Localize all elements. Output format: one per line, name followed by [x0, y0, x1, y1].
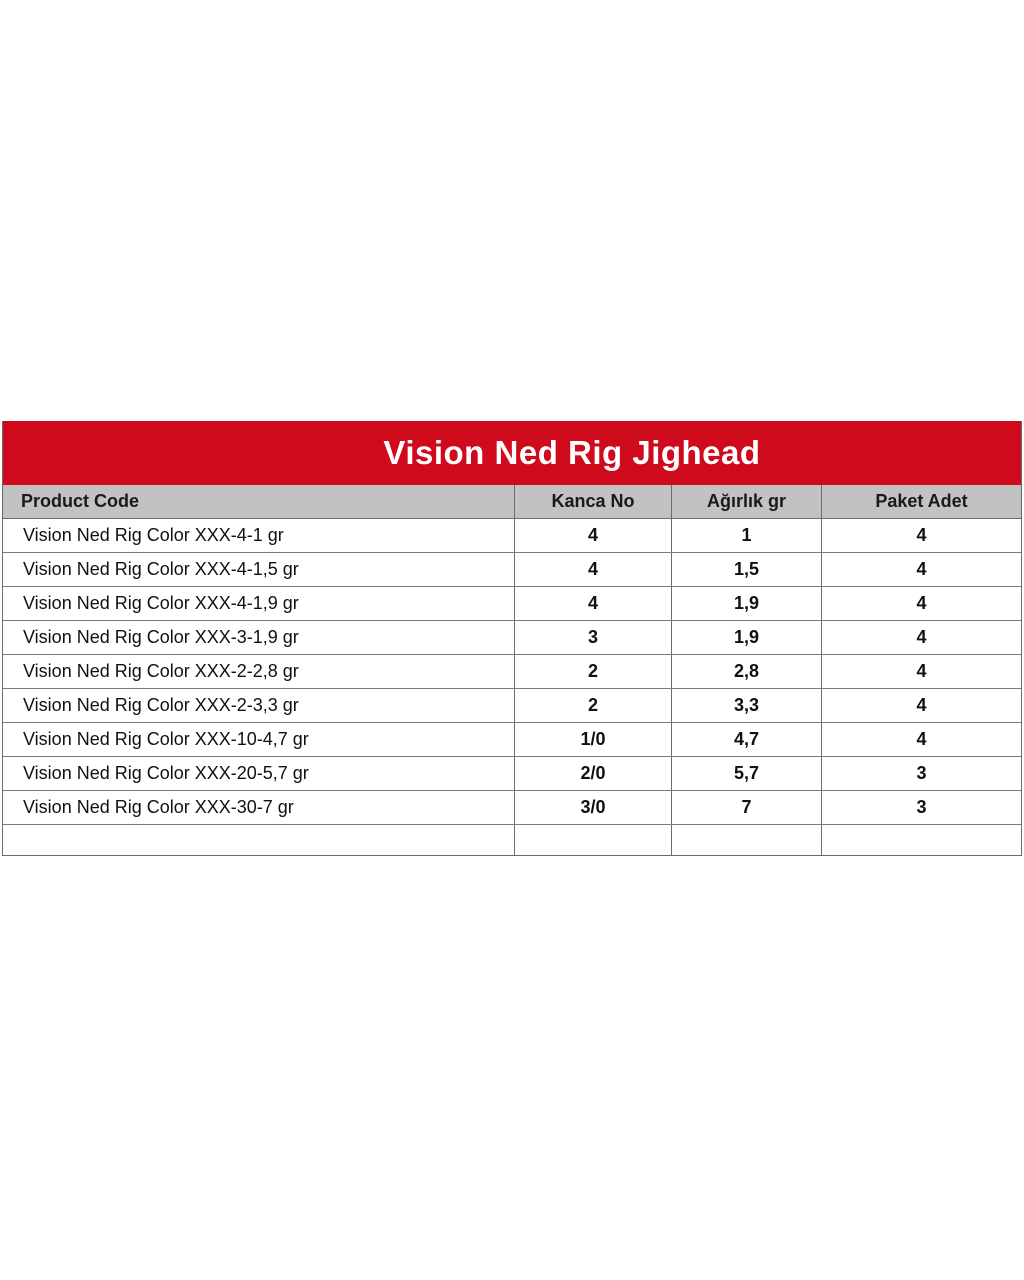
cell-product-code: Vision Ned Rig Color XXX-20-5,7 gr — [3, 757, 515, 790]
table-row — [3, 655, 1021, 689]
cell-kanca-no: 1/0 — [515, 723, 672, 756]
cell-product-code: Vision Ned Rig Color XXX-4-1,9 gr — [3, 587, 515, 620]
cell-agirlik — [672, 825, 822, 855]
header-product-code: Product Code — [3, 485, 515, 518]
table-title: Vision Ned Rig Jighead — [383, 434, 761, 471]
cell-paket-adet: 4 — [916, 729, 927, 749]
cell-product-code: Vision Ned Rig Color XXX-2-2,8 gr — [3, 655, 515, 688]
cell-kanca-no: 2/0 — [515, 757, 672, 790]
cell-kanca-no: 3/0 — [515, 791, 672, 824]
cell-agirlik: 1,9 — [672, 621, 822, 654]
cell-paket-adet: 3 — [916, 797, 927, 817]
table-title-bar — [3, 421, 1021, 485]
cell-agirlik: 7 — [672, 791, 822, 824]
cell-product-code: Vision Ned Rig Color XXX-30-7 gr — [3, 791, 515, 824]
header-kanca-no: Kanca No — [515, 485, 672, 518]
table-row — [3, 519, 1021, 553]
cell-product-code: Vision Ned Rig Color XXX-2-3,3 gr — [3, 689, 515, 722]
cell-paket-adet: 4 — [916, 661, 927, 681]
table-row — [3, 757, 1021, 791]
cell-kanca-no — [515, 825, 672, 855]
cell-agirlik: 5,7 — [672, 757, 822, 790]
cell-kanca-no: 2 — [515, 655, 672, 688]
cell-product-code: Vision Ned Rig Color XXX-4-1,5 gr — [3, 553, 515, 586]
product-spec-table — [2, 421, 1022, 856]
cell-paket-adet: 3 — [916, 763, 927, 783]
table-row — [3, 621, 1021, 655]
cell-agirlik: 3,3 — [672, 689, 822, 722]
header-agirlik: Ağırlık gr — [672, 485, 822, 518]
cell-agirlik: 1,9 — [672, 587, 822, 620]
cell-kanca-no: 4 — [515, 519, 672, 552]
cell-kanca-no: 4 — [515, 553, 672, 586]
table-row — [3, 723, 1021, 757]
cell-paket-adet: 4 — [916, 559, 927, 579]
cell-agirlik: 2,8 — [672, 655, 822, 688]
table-row — [3, 587, 1021, 621]
cell-paket-adet: 4 — [916, 525, 927, 545]
cell-product-code — [3, 825, 515, 855]
cell-kanca-no: 4 — [515, 587, 672, 620]
cell-agirlik: 1 — [672, 519, 822, 552]
cell-paket-adet: 4 — [916, 627, 927, 647]
cell-agirlik: 1,5 — [672, 553, 822, 586]
table-row — [3, 689, 1021, 723]
header-paket-adet: Paket Adet — [875, 491, 968, 511]
cell-paket-adet — [822, 825, 1021, 855]
cell-paket-adet: 4 — [916, 695, 927, 715]
cell-agirlik: 4,7 — [672, 723, 822, 756]
table-row — [3, 791, 1021, 825]
cell-paket-adet: 4 — [916, 593, 927, 613]
table-row — [3, 553, 1021, 587]
table-row-empty — [3, 825, 1021, 855]
table-header-row — [3, 485, 1021, 519]
cell-kanca-no: 2 — [515, 689, 672, 722]
cell-product-code: Vision Ned Rig Color XXX-10-4,7 gr — [3, 723, 515, 756]
cell-kanca-no: 3 — [515, 621, 672, 654]
cell-product-code: Vision Ned Rig Color XXX-4-1 gr — [3, 519, 515, 552]
cell-product-code: Vision Ned Rig Color XXX-3-1,9 gr — [3, 621, 515, 654]
